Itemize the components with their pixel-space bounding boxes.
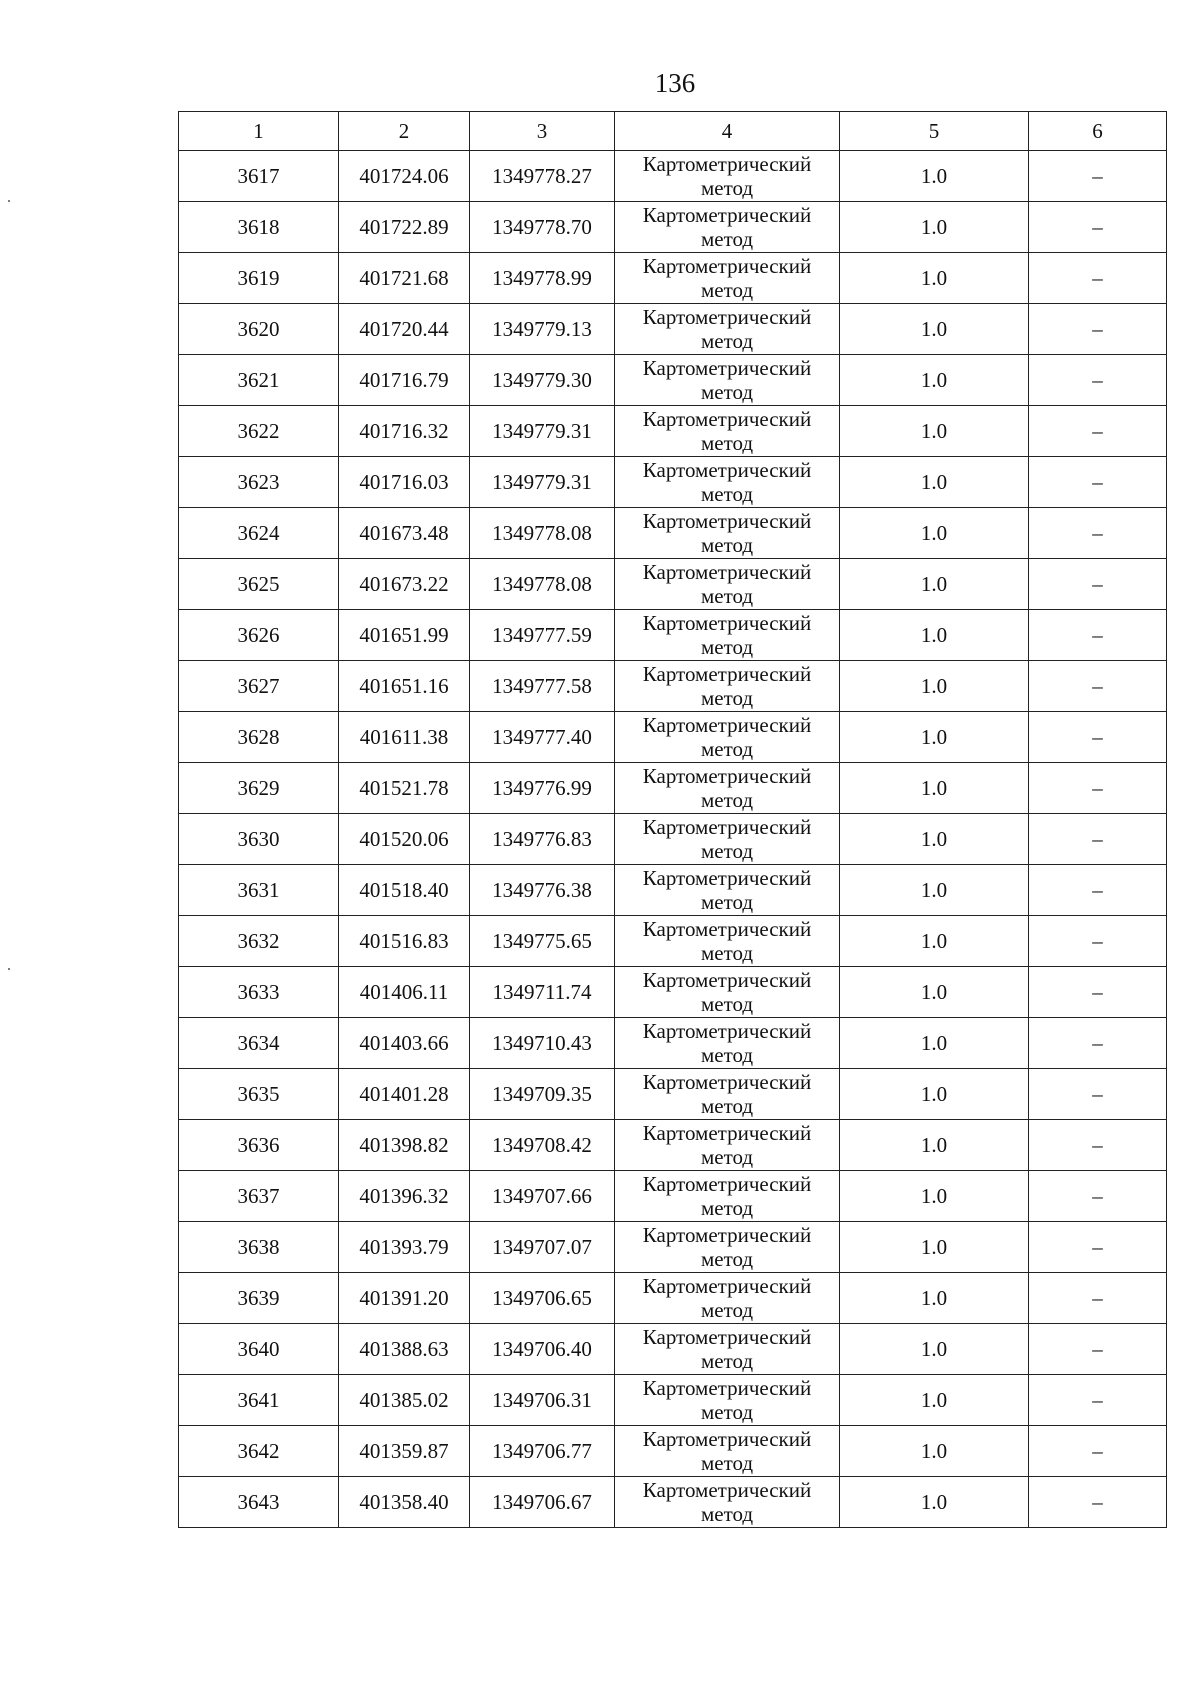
y-coordinate-cell: 1349711.74 xyxy=(470,967,615,1018)
y-coordinate-cell: 1349777.58 xyxy=(470,661,615,712)
y-coordinate-cell: 1349777.40 xyxy=(470,712,615,763)
x-coordinate-cell: 401611.38 xyxy=(339,712,470,763)
note-cell: – xyxy=(1029,559,1167,610)
x-coordinate-cell: 401391.20 xyxy=(339,1273,470,1324)
note-cell: – xyxy=(1029,712,1167,763)
point-number-cell: 3631 xyxy=(179,865,339,916)
point-number-cell: 3638 xyxy=(179,1222,339,1273)
point-number-cell: 3623 xyxy=(179,457,339,508)
table-row xyxy=(179,1069,1167,1120)
accuracy-cell: 1.0 xyxy=(840,253,1029,304)
table-row xyxy=(179,1171,1167,1222)
table-row xyxy=(179,1477,1167,1528)
x-coordinate-cell: 401398.82 xyxy=(339,1120,470,1171)
method-cell: Картометрический метод xyxy=(615,712,840,763)
y-coordinate-cell: 1349709.35 xyxy=(470,1069,615,1120)
point-number-cell: 3629 xyxy=(179,763,339,814)
point-number-cell: 3640 xyxy=(179,1324,339,1375)
table-row xyxy=(179,151,1167,202)
point-number-cell: 3621 xyxy=(179,355,339,406)
accuracy-cell: 1.0 xyxy=(840,865,1029,916)
note-cell: – xyxy=(1029,202,1167,253)
x-coordinate-cell: 401651.99 xyxy=(339,610,470,661)
note-cell: – xyxy=(1029,1324,1167,1375)
x-coordinate-cell: 401651.16 xyxy=(339,661,470,712)
y-coordinate-cell: 1349778.08 xyxy=(470,559,615,610)
point-number-cell: 3630 xyxy=(179,814,339,865)
accuracy-cell: 1.0 xyxy=(840,457,1029,508)
accuracy-cell: 1.0 xyxy=(840,1018,1029,1069)
table-row xyxy=(179,1426,1167,1477)
column-header-5: 5 xyxy=(840,112,1029,151)
column-header-1: 1 xyxy=(179,112,339,151)
x-coordinate-cell: 401722.89 xyxy=(339,202,470,253)
x-coordinate-cell: 401520.06 xyxy=(339,814,470,865)
method-cell: Картометрический метод xyxy=(615,1375,840,1426)
x-coordinate-cell: 401406.11 xyxy=(339,967,470,1018)
point-number-cell: 3626 xyxy=(179,610,339,661)
point-number-cell: 3622 xyxy=(179,406,339,457)
method-cell: Картометрический метод xyxy=(615,763,840,814)
x-coordinate-cell: 401516.83 xyxy=(339,916,470,967)
x-coordinate-cell: 401724.06 xyxy=(339,151,470,202)
accuracy-cell: 1.0 xyxy=(840,610,1029,661)
table-row xyxy=(179,508,1167,559)
x-coordinate-cell: 401673.48 xyxy=(339,508,470,559)
point-number-cell: 3642 xyxy=(179,1426,339,1477)
accuracy-cell: 1.0 xyxy=(840,1171,1029,1222)
point-number-cell: 3641 xyxy=(179,1375,339,1426)
y-coordinate-cell: 1349708.42 xyxy=(470,1120,615,1171)
point-number-cell: 3627 xyxy=(179,661,339,712)
table-row xyxy=(179,814,1167,865)
coordinates-table xyxy=(178,111,1167,1528)
y-coordinate-cell: 1349779.31 xyxy=(470,406,615,457)
point-number-cell: 3628 xyxy=(179,712,339,763)
method-cell: Картометрический метод xyxy=(615,151,840,202)
table-row xyxy=(179,355,1167,406)
method-cell: Картометрический метод xyxy=(615,202,840,253)
method-cell: Картометрический метод xyxy=(615,1426,840,1477)
accuracy-cell: 1.0 xyxy=(840,967,1029,1018)
accuracy-cell: 1.0 xyxy=(840,406,1029,457)
x-coordinate-cell: 401721.68 xyxy=(339,253,470,304)
table-row xyxy=(179,202,1167,253)
x-coordinate-cell: 401518.40 xyxy=(339,865,470,916)
accuracy-cell: 1.0 xyxy=(840,814,1029,865)
page-number: 136 xyxy=(654,68,696,98)
table-row xyxy=(179,253,1167,304)
method-cell: Картометрический метод xyxy=(615,1273,840,1324)
accuracy-cell: 1.0 xyxy=(840,559,1029,610)
table-row xyxy=(179,967,1167,1018)
point-number-cell: 3637 xyxy=(179,1171,339,1222)
table-row xyxy=(179,865,1167,916)
table-row xyxy=(179,1324,1167,1375)
method-cell: Картометрический метод xyxy=(615,457,840,508)
point-number-cell: 3635 xyxy=(179,1069,339,1120)
table-row xyxy=(179,712,1167,763)
method-cell: Картометрический метод xyxy=(615,1171,840,1222)
x-coordinate-cell: 401393.79 xyxy=(339,1222,470,1273)
point-number-cell: 3639 xyxy=(179,1273,339,1324)
note-cell: – xyxy=(1029,916,1167,967)
column-header-4: 4 xyxy=(615,112,840,151)
table-row xyxy=(179,610,1167,661)
y-coordinate-cell: 1349778.27 xyxy=(470,151,615,202)
y-coordinate-cell: 1349779.31 xyxy=(470,457,615,508)
column-header-2: 2 xyxy=(339,112,470,151)
method-cell: Картометрический метод xyxy=(615,253,840,304)
point-number-cell: 3634 xyxy=(179,1018,339,1069)
y-coordinate-cell: 1349706.31 xyxy=(470,1375,615,1426)
table-row xyxy=(179,1273,1167,1324)
y-coordinate-cell: 1349707.07 xyxy=(470,1222,615,1273)
x-coordinate-cell: 401359.87 xyxy=(339,1426,470,1477)
y-coordinate-cell: 1349778.08 xyxy=(470,508,615,559)
y-coordinate-cell: 1349775.65 xyxy=(470,916,615,967)
accuracy-cell: 1.0 xyxy=(840,661,1029,712)
accuracy-cell: 1.0 xyxy=(840,508,1029,559)
point-number-cell: 3619 xyxy=(179,253,339,304)
accuracy-cell: 1.0 xyxy=(840,355,1029,406)
table-row xyxy=(179,763,1167,814)
note-cell: – xyxy=(1029,1120,1167,1171)
method-cell: Картометрический метод xyxy=(615,1018,840,1069)
point-number-cell: 3624 xyxy=(179,508,339,559)
accuracy-cell: 1.0 xyxy=(840,1273,1029,1324)
point-number-cell: 3632 xyxy=(179,916,339,967)
accuracy-cell: 1.0 xyxy=(840,1477,1029,1528)
table-row xyxy=(179,916,1167,967)
y-coordinate-cell: 1349706.77 xyxy=(470,1426,615,1477)
method-cell: Картометрический метод xyxy=(615,1222,840,1273)
y-coordinate-cell: 1349776.83 xyxy=(470,814,615,865)
y-coordinate-cell: 1349776.99 xyxy=(470,763,615,814)
note-cell: – xyxy=(1029,967,1167,1018)
x-coordinate-cell: 401385.02 xyxy=(339,1375,470,1426)
note-cell: – xyxy=(1029,763,1167,814)
note-cell: – xyxy=(1029,814,1167,865)
note-cell: – xyxy=(1029,1069,1167,1120)
method-cell: Картометрический метод xyxy=(615,865,840,916)
note-cell: – xyxy=(1029,406,1167,457)
note-cell: – xyxy=(1029,355,1167,406)
x-coordinate-cell: 401720.44 xyxy=(339,304,470,355)
method-cell: Картометрический метод xyxy=(615,355,840,406)
x-coordinate-cell: 401673.22 xyxy=(339,559,470,610)
column-header-6: 6 xyxy=(1029,112,1167,151)
table-row xyxy=(179,1120,1167,1171)
accuracy-cell: 1.0 xyxy=(840,151,1029,202)
note-cell: – xyxy=(1029,610,1167,661)
x-coordinate-cell: 401388.63 xyxy=(339,1324,470,1375)
method-cell: Картометрический метод xyxy=(615,406,840,457)
accuracy-cell: 1.0 xyxy=(840,712,1029,763)
x-coordinate-cell: 401401.28 xyxy=(339,1069,470,1120)
method-cell: Картометрический метод xyxy=(615,1477,840,1528)
y-coordinate-cell: 1349778.70 xyxy=(470,202,615,253)
note-cell: – xyxy=(1029,1426,1167,1477)
method-cell: Картометрический метод xyxy=(615,304,840,355)
y-coordinate-cell: 1349706.65 xyxy=(470,1273,615,1324)
method-cell: Картометрический метод xyxy=(615,559,840,610)
x-coordinate-cell: 401716.79 xyxy=(339,355,470,406)
accuracy-cell: 1.0 xyxy=(840,1069,1029,1120)
note-cell: – xyxy=(1029,457,1167,508)
table-body xyxy=(179,151,1167,1528)
y-coordinate-cell: 1349778.99 xyxy=(470,253,615,304)
point-number-cell: 3633 xyxy=(179,967,339,1018)
method-cell: Картометрический метод xyxy=(615,1069,840,1120)
note-cell: – xyxy=(1029,253,1167,304)
table-row xyxy=(179,304,1167,355)
accuracy-cell: 1.0 xyxy=(840,763,1029,814)
method-cell: Картометрический метод xyxy=(615,661,840,712)
table-row xyxy=(179,406,1167,457)
method-cell: Картометрический метод xyxy=(615,814,840,865)
accuracy-cell: 1.0 xyxy=(840,916,1029,967)
scan-artifact-dot xyxy=(8,968,10,970)
x-coordinate-cell: 401521.78 xyxy=(339,763,470,814)
accuracy-cell: 1.0 xyxy=(840,202,1029,253)
method-cell: Картометрический метод xyxy=(615,1324,840,1375)
point-number-cell: 3643 xyxy=(179,1477,339,1528)
accuracy-cell: 1.0 xyxy=(840,1324,1029,1375)
y-coordinate-cell: 1349779.13 xyxy=(470,304,615,355)
table-row xyxy=(179,457,1167,508)
note-cell: – xyxy=(1029,1171,1167,1222)
note-cell: – xyxy=(1029,1375,1167,1426)
y-coordinate-cell: 1349706.67 xyxy=(470,1477,615,1528)
x-coordinate-cell: 401403.66 xyxy=(339,1018,470,1069)
note-cell: – xyxy=(1029,151,1167,202)
point-number-cell: 3618 xyxy=(179,202,339,253)
accuracy-cell: 1.0 xyxy=(840,1426,1029,1477)
table-row xyxy=(179,661,1167,712)
note-cell: – xyxy=(1029,304,1167,355)
accuracy-cell: 1.0 xyxy=(840,304,1029,355)
point-number-cell: 3617 xyxy=(179,151,339,202)
y-coordinate-cell: 1349706.40 xyxy=(470,1324,615,1375)
method-cell: Картометрический метод xyxy=(615,508,840,559)
accuracy-cell: 1.0 xyxy=(840,1375,1029,1426)
accuracy-cell: 1.0 xyxy=(840,1120,1029,1171)
table-row xyxy=(179,1375,1167,1426)
y-coordinate-cell: 1349779.30 xyxy=(470,355,615,406)
table-row xyxy=(179,559,1167,610)
note-cell: – xyxy=(1029,1273,1167,1324)
table-row xyxy=(179,1018,1167,1069)
point-number-cell: 3625 xyxy=(179,559,339,610)
method-cell: Картометрический метод xyxy=(615,967,840,1018)
table-header-row xyxy=(179,112,1167,151)
y-coordinate-cell: 1349707.66 xyxy=(470,1171,615,1222)
table-row xyxy=(179,1222,1167,1273)
note-cell: – xyxy=(1029,1477,1167,1528)
y-coordinate-cell: 1349777.59 xyxy=(470,610,615,661)
y-coordinate-cell: 1349776.38 xyxy=(470,865,615,916)
note-cell: – xyxy=(1029,1222,1167,1273)
accuracy-cell: 1.0 xyxy=(840,1222,1029,1273)
point-number-cell: 3636 xyxy=(179,1120,339,1171)
x-coordinate-cell: 401358.40 xyxy=(339,1477,470,1528)
method-cell: Картометрический метод xyxy=(615,1120,840,1171)
y-coordinate-cell: 1349710.43 xyxy=(470,1018,615,1069)
point-number-cell: 3620 xyxy=(179,304,339,355)
method-cell: Картометрический метод xyxy=(615,916,840,967)
scan-artifact-dot xyxy=(8,200,10,202)
note-cell: – xyxy=(1029,661,1167,712)
method-cell: Картометрический метод xyxy=(615,610,840,661)
x-coordinate-cell: 401716.32 xyxy=(339,406,470,457)
x-coordinate-cell: 401396.32 xyxy=(339,1171,470,1222)
note-cell: – xyxy=(1029,1018,1167,1069)
column-header-3: 3 xyxy=(470,112,615,151)
note-cell: – xyxy=(1029,508,1167,559)
x-coordinate-cell: 401716.03 xyxy=(339,457,470,508)
note-cell: – xyxy=(1029,865,1167,916)
